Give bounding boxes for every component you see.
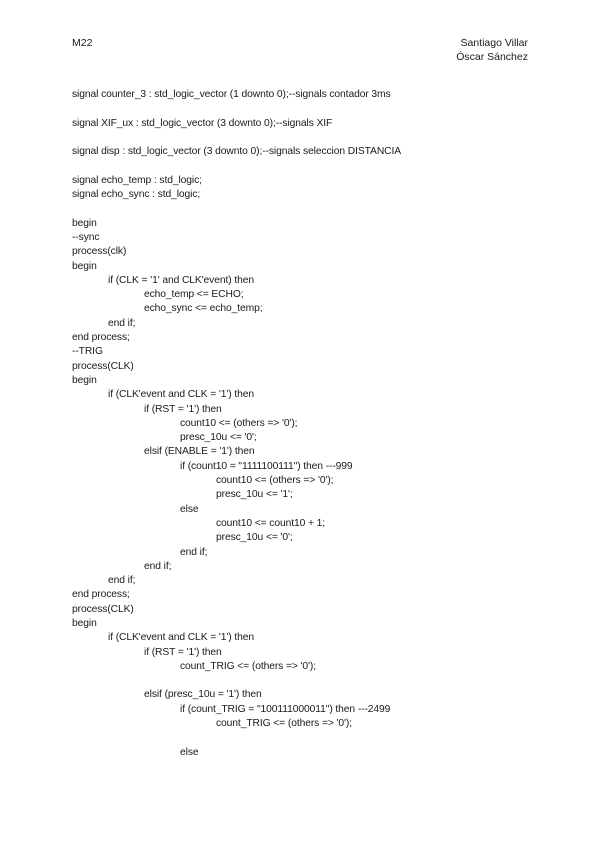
code-line: count10 <= (others => '0'); [216, 475, 334, 487]
header-code: M22 [72, 37, 93, 49]
code-line: process(CLK) [72, 603, 134, 615]
code-line: signal echo_sync : std_logic; [72, 189, 201, 201]
code-line: signal disp : std_logic_vector (3 downto 0);--signals seleccion DISTANCIA [72, 146, 402, 158]
code-line: count10 <= (others => '0'); [180, 417, 298, 429]
code-line [72, 131, 542, 145]
code-block [72, 88, 542, 760]
code-line: end if; [180, 546, 208, 558]
code-line: --sync [72, 231, 100, 243]
code-line: begin [72, 374, 97, 386]
code-line [72, 674, 542, 688]
code-line: echo_sync <= echo_temp; [144, 303, 263, 315]
code-line: process(clk) [72, 246, 127, 258]
code-line: end process; [72, 332, 130, 344]
code-line: if (count10 = "1111100111") then ---999 [180, 460, 353, 472]
code-line: echo_temp <= ECHO; [144, 289, 244, 301]
code-line: end if; [144, 560, 172, 572]
code-line: end if; [108, 317, 136, 329]
code-line [72, 102, 542, 116]
code-line: count_TRIG <= (others => '0'); [216, 718, 353, 730]
author-1: Santiago Villar [460, 37, 528, 49]
code-line [72, 731, 542, 745]
code-line: end process; [72, 589, 130, 601]
code-line: signal XIF_ux : std_logic_vector (3 downto 0);--signals XIF [72, 117, 333, 129]
code-line: if (count_TRIG = "100111000011") then ---2499 [180, 703, 391, 715]
code-line: presc_10u <= '1'; [216, 489, 293, 501]
code-line: presc_10u <= '0'; [216, 532, 293, 544]
code-line: else [180, 503, 199, 515]
code-line: if (CLK = '1' and CLK'event) then [108, 274, 254, 286]
code-line: else [180, 746, 199, 758]
code-line: begin [72, 217, 97, 229]
code-line: begin [72, 260, 97, 272]
code-line: if (CLK'event and CLK = '1') then [108, 389, 254, 401]
code-line [72, 159, 542, 173]
code-line: signal counter_3 : std_logic_vector (1 downto 0);--signals contador 3ms [72, 89, 391, 100]
code-line [72, 202, 542, 216]
code-line: begin [72, 617, 97, 629]
code-line: elsif (presc_10u = '1') then [144, 689, 262, 701]
code-line: --TRIG [72, 346, 103, 358]
code-line: if (RST = '1') then [144, 646, 222, 658]
code-line: count10 <= count10 + 1; [216, 517, 326, 529]
code-line: end if; [108, 575, 136, 587]
code-line: presc_10u <= '0'; [180, 432, 257, 444]
code-line: process(CLK) [72, 360, 134, 372]
code-line: signal echo_temp : std_logic; [72, 174, 202, 186]
code-line: elsif (ENABLE = '1') then [144, 446, 255, 458]
header-authors [456, 36, 528, 64]
code-line: if (RST = '1') then [144, 403, 222, 415]
code-line: count_TRIG <= (others => '0'); [180, 660, 317, 672]
code-line: if (CLK'event and CLK = '1') then [108, 632, 254, 644]
author-2: Óscar Sánchez [456, 51, 528, 63]
